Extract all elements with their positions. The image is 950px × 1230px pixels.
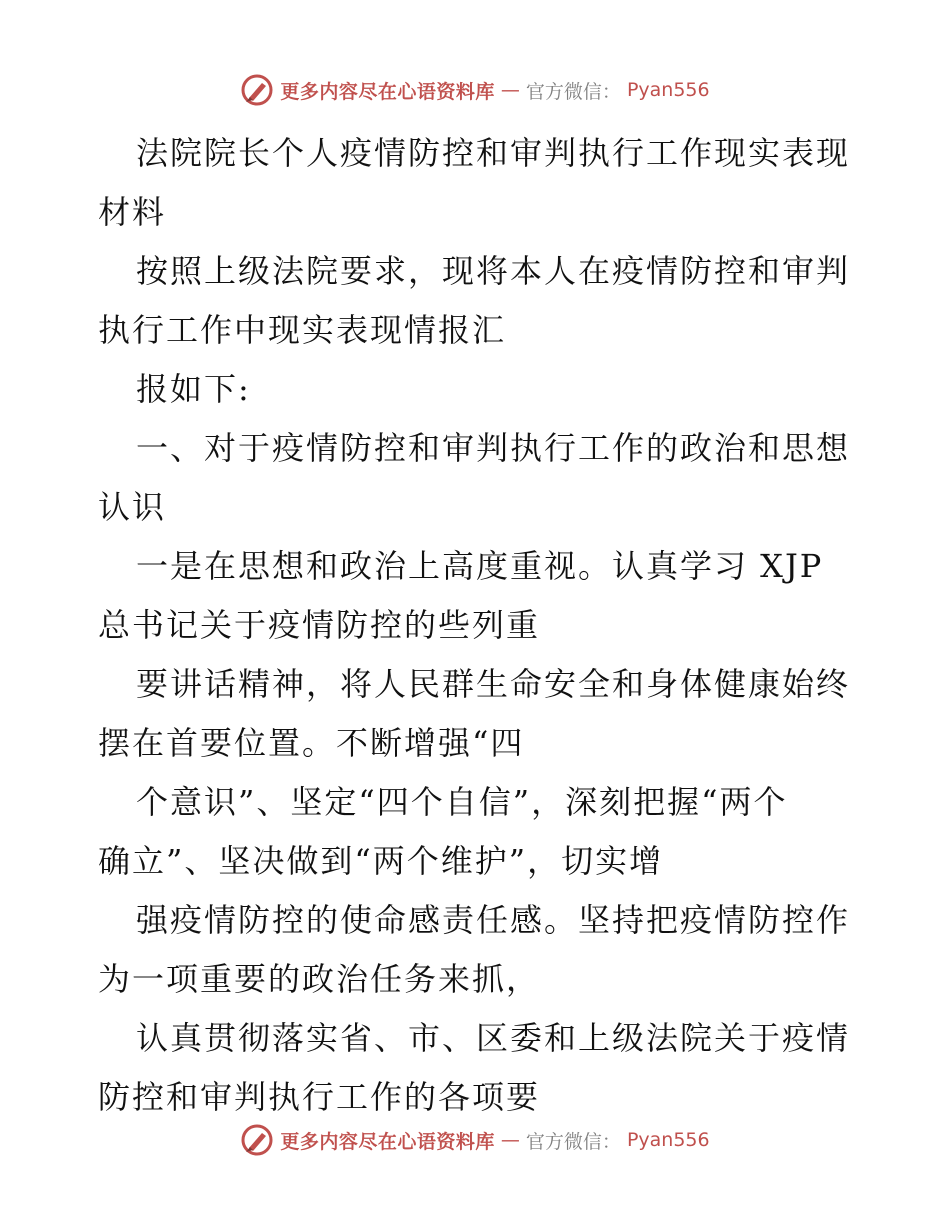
banner-separator: — (500, 79, 520, 101)
banner-separator: — (500, 1129, 520, 1151)
pen-circle-logo-icon (240, 73, 274, 107)
paragraph-line: 强疫情防控的使命感责任感。坚持把疫情防控作 (136, 901, 851, 939)
paragraph-line: 认真贯彻落实省、市、区委和上级法院关于疫情 (136, 1019, 851, 1057)
paragraph-line: 摆在首要位置。不断增强“四 (98, 724, 525, 762)
paragraph (98, 242, 858, 360)
paragraph-line: 确立”、坚决做到“两个维护”，切实增 (98, 842, 664, 880)
paragraph-line: 执行工作中现实表现情报汇 (98, 311, 507, 349)
paragraph-line: 一是在思想和政治上高度重视。认真学习 XJP (136, 547, 824, 585)
pen-circle-logo-icon (240, 1123, 274, 1157)
footer-banner (0, 1120, 950, 1160)
paragraph (98, 891, 858, 1009)
paragraph (98, 773, 858, 891)
paragraph-line: 要讲话精神，将人民群生命安全和身体健康始终 (136, 665, 851, 703)
banner-brand: 更多内容尽在心语资料库 (280, 1130, 495, 1153)
paragraph-line: 为一项重要的政治任务来抓， (98, 960, 541, 998)
paragraph-line: 材料 (98, 193, 167, 231)
paragraph (98, 1009, 858, 1127)
paragraph-line: 认识 (98, 488, 167, 526)
paragraph (98, 655, 858, 773)
paragraph (98, 537, 858, 655)
paragraph (98, 360, 858, 419)
paragraph-line: 报如下: (136, 370, 251, 408)
paragraph (98, 124, 858, 242)
paragraph-line: 个意识”、坚定“四个自信”，深刻把握“两个 (136, 783, 788, 821)
banner-official-label: 官方微信： (525, 1130, 621, 1153)
paragraph-line: 一、对于疫情防控和审判执行工作的政治和思想 (136, 429, 851, 467)
banner-wechat-id: Pyan556 (626, 79, 710, 101)
paragraph-line: 防控和审判执行工作的各项要 (98, 1078, 541, 1116)
paragraph-line: 法院院长个人疫情防控和审判执行工作现实表现 (136, 134, 851, 172)
banner-official-label: 官方微信： (525, 80, 621, 103)
banner-brand: 更多内容尽在心语资料库 (280, 80, 495, 103)
banner-wechat-id: Pyan556 (626, 1129, 710, 1151)
paragraph-line: 总书记关于疫情防控的些列重 (98, 606, 541, 644)
paragraph (98, 419, 858, 537)
document-body (98, 124, 858, 1127)
header-banner (0, 70, 950, 110)
paragraph-line: 按照上级法院要求，现将本人在疫情防控和审判 (136, 252, 851, 290)
